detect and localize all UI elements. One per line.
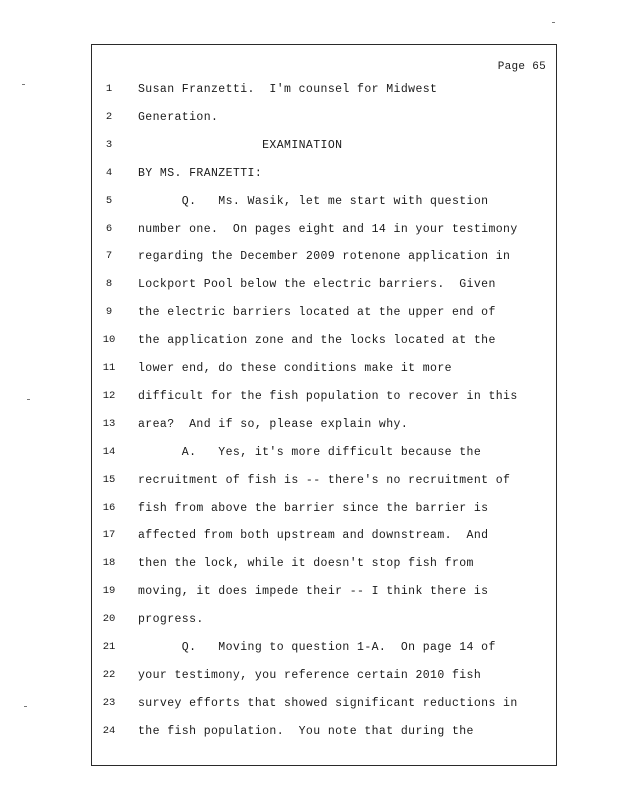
line-text: BY MS. FRANZETTI: (138, 166, 263, 180)
transcript-line (92, 334, 558, 362)
transcript-line (92, 557, 558, 585)
line-number: 5 (105, 194, 113, 207)
scan-speck (27, 399, 30, 400)
transcript-line (92, 529, 558, 557)
line-number: 7 (105, 250, 113, 263)
line-number: 18 (102, 557, 116, 570)
line-text: area? And if so, please explain why. (138, 417, 409, 431)
line-number: 19 (102, 585, 116, 598)
transcript-line (92, 725, 558, 753)
line-text: regarding the December 2009 rotenone application in (138, 250, 511, 264)
line-text: affected from both upstream and downstream. And (138, 529, 489, 543)
transcript-line (92, 278, 558, 306)
line-number: 2 (105, 110, 113, 123)
transcript-page (91, 44, 557, 766)
line-text: Lockport Pool below the electric barriers. Given (138, 278, 496, 292)
line-number: 16 (102, 501, 116, 514)
transcript-line (92, 195, 558, 223)
line-number: 20 (102, 613, 116, 626)
transcript-line (92, 83, 558, 111)
line-number: 4 (105, 166, 113, 179)
line-text: the electric barriers located at the upper end of (138, 306, 496, 320)
transcript-line (92, 697, 558, 725)
transcript-line (92, 306, 558, 334)
line-number: 15 (102, 473, 116, 486)
line-number: 9 (105, 306, 113, 319)
line-text: difficult for the fish population to recover in this (138, 389, 518, 403)
line-number: 14 (102, 445, 116, 458)
line-number: 13 (102, 417, 116, 430)
line-text: recruitment of fish is -- there's no recruitment of (138, 473, 511, 487)
line-text: your testimony, you reference certain 2010 fish (138, 668, 482, 682)
line-number: 12 (102, 389, 116, 402)
line-number: 21 (102, 641, 116, 653)
line-text: Generation. (138, 110, 219, 124)
line-text: the application zone and the locks located at the (138, 334, 496, 348)
transcript-line (92, 139, 558, 167)
transcript-line (92, 474, 558, 502)
transcript-line (92, 111, 558, 139)
transcript-line (92, 446, 558, 474)
line-text: A. Yes, it's more difficult because the (138, 445, 482, 459)
line-text: the fish population. You note that during the (138, 724, 474, 738)
line-number: 23 (102, 696, 116, 709)
line-number: 17 (102, 529, 116, 542)
line-number: 10 (102, 334, 116, 347)
transcript-line (92, 585, 558, 613)
transcript-line (92, 250, 558, 278)
transcript-line (92, 223, 558, 251)
line-text: then the lock, while it doesn't stop fish from (138, 557, 474, 571)
scan-speck (552, 22, 555, 23)
line-text: EXAMINATION (138, 138, 343, 152)
scan-speck (22, 84, 25, 85)
scan-speck (24, 706, 27, 707)
transcript-line (92, 418, 558, 446)
line-number: 11 (102, 362, 116, 374)
transcript-line (92, 167, 558, 195)
line-text: Q. Ms. Wasik, let me start with question (138, 194, 489, 208)
line-number: 24 (102, 724, 116, 737)
line-text: number one. On pages eight and 14 in your testimony (138, 222, 518, 236)
transcript-line (92, 641, 558, 669)
transcript-line (92, 669, 558, 697)
transcript-line (92, 502, 558, 530)
line-number: 22 (102, 668, 116, 681)
line-number: 1 (105, 83, 113, 95)
transcript-line (92, 362, 558, 390)
line-text: Susan Franzetti. I'm counsel for Midwest (138, 83, 438, 96)
line-text: moving, it does impede their -- I think there is (138, 585, 489, 599)
line-text: Q. Moving to question 1-A. On page 14 of (138, 641, 496, 654)
line-text: fish from above the barrier since the barrier is (138, 501, 489, 515)
line-number: 6 (105, 222, 113, 235)
line-number: 8 (105, 278, 113, 291)
transcript-line (92, 613, 558, 641)
transcript-line (92, 390, 558, 418)
line-number: 3 (105, 138, 113, 151)
page-number: Page 65 (497, 61, 546, 73)
line-text: survey efforts that showed significant reductions in (138, 696, 518, 710)
line-text: lower end, do these conditions make it more (138, 362, 452, 375)
line-text: progress. (138, 613, 204, 627)
